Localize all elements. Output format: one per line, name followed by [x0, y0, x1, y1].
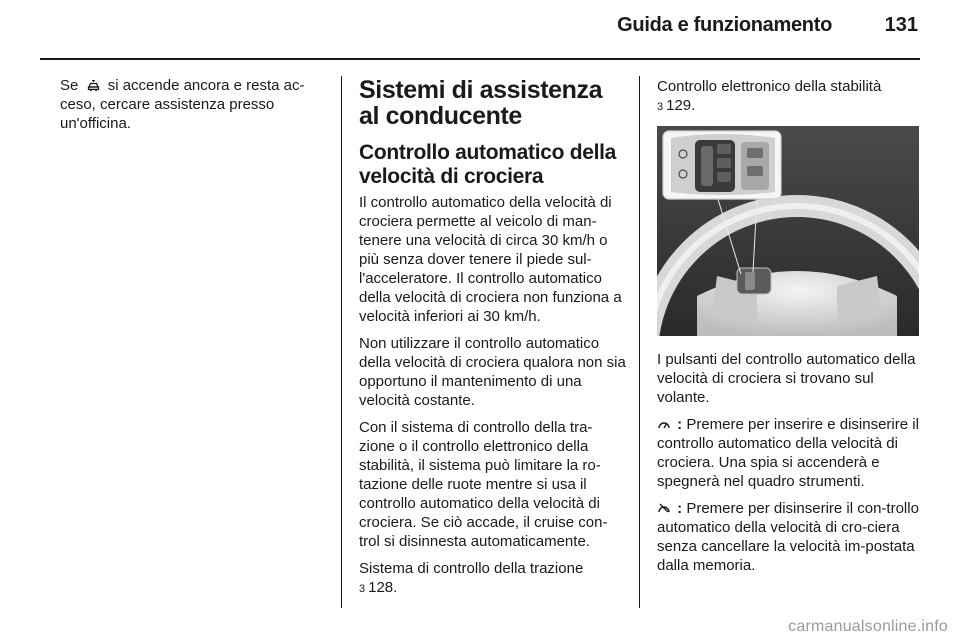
cruise-control-cancel-icon [657, 499, 671, 518]
paragraph-2: : Premere per inserire e disinserire il controllo automatico della velocità di crociera. Una spia si accenderà e spegnerà nel quadro strumenti. [657, 416, 919, 490]
paragraph-4: Sistema di controllo della trazione 3 128. [359, 560, 584, 596]
watermark: carmanualsonline.info [788, 618, 948, 635]
cross-reference-arrow-icon: 3 [657, 101, 664, 113]
running-header-title: Guida e funzionamento [617, 14, 832, 36]
header-rule [40, 58, 920, 60]
cross-reference-arrow-icon: 3 [359, 583, 366, 595]
paragraph-3: Con il sistema di controllo della tra-zione o il controllo elettronico della stabilità, il sistema può limitare la ro-tazione delle ruote mentre si usa il controllo automatico della velocità di crociera. Se ciò accade, il cruise con-trol si disinnesta automaticamente. [359, 419, 608, 550]
paragraph-2: Non utilizzare il controllo automatico della velocità di crociera qualora non sia opportuno il mantenimento di una velocità costante. [359, 335, 626, 409]
paragraph-0: Controllo elettronico della stabilità 3 129. [657, 78, 882, 114]
subsection-heading: Controllo automatico della velocità di crociera [359, 141, 617, 188]
paragraph-1: I pulsanti del controllo automatico della velocità di crociera si trovano sul volante. [657, 351, 916, 406]
service-note: Se si accende ancora e resta ac-ceso, cercare assistenza presso un'officina. [60, 77, 305, 132]
column-3 [657, 77, 925, 583]
column-1 [60, 76, 320, 141]
page-reference[interactable]: 129. [666, 97, 696, 114]
service-vehicle-soon-icon [87, 79, 100, 92]
cruise-control-on-off-icon [657, 415, 671, 434]
column-divider-2 [639, 76, 640, 608]
steering-wheel-cruise-buttons-icon [657, 126, 919, 336]
paragraph-1: Il controllo automatico della velocità di crociera permette al veicolo di man-tenere una velocità di circa 30 km/h o più senza dover tenere il piede sul-l'acceleratore. Il controllo automatico della velocità di crociera non funziona a velocità inferiori ai 30 km/h. [359, 194, 622, 325]
column-2 [359, 77, 627, 607]
page-reference[interactable]: 128. [368, 579, 398, 596]
column-divider-1 [341, 76, 342, 608]
section-heading: Sistemi di assistenza al conducente [359, 76, 603, 130]
page-number: 131 [884, 14, 918, 36]
paragraph-3: : Premere per disinserire il con-trollo automatico della velocità di cro-ciera senza cancellare la velocità im-postata dalla memoria. [657, 500, 919, 574]
